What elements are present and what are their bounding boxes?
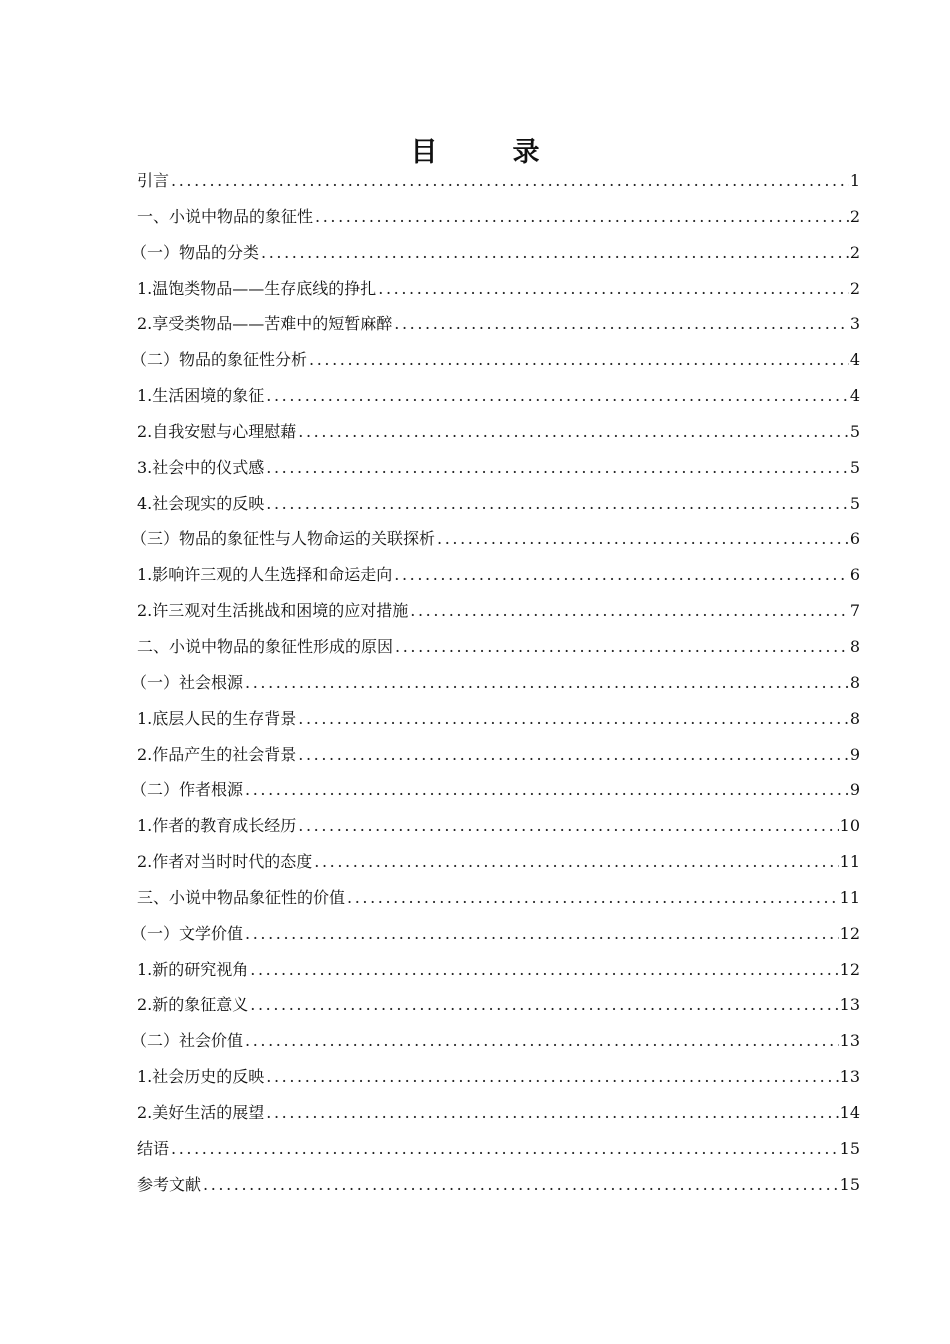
toc-entry[interactable] [137,199,860,235]
toc-entry-page-number: 8 [849,672,860,692]
toc-entry-label: （二）社会价值 [131,1031,244,1051]
toc-entry[interactable] [131,342,860,378]
toc-leader-dots [203,1167,839,1203]
toc-entry[interactable] [137,414,860,450]
toc-title: 目 录 [410,137,564,168]
toc-entry[interactable] [131,916,860,952]
toc-entry-page-number: 13 [839,1067,860,1087]
toc-entry[interactable] [137,593,860,629]
toc-entry-label: 2.美好生活的展望 [137,1102,265,1122]
toc-entry-label: 结语 [137,1138,170,1158]
toc-leader-dots [378,271,849,307]
toc-entry[interactable] [137,1059,860,1095]
toc-leader-dots [261,235,849,271]
toc-leader-dots [298,701,849,737]
toc-entry-page-number: 11 [839,852,860,872]
toc-entry-page-number: 3 [849,314,860,334]
toc-leader-dots [250,952,838,988]
toc-entry-label: （三）物品的象征性与人物命运的关联探析 [131,529,436,549]
toc-entry-page-number: 15 [839,1174,860,1194]
toc-entry-page-number: 6 [849,529,860,549]
toc-leader-dots [245,1023,839,1059]
toc-entry-page-number: 7 [849,601,860,621]
toc-entry[interactable] [137,844,860,880]
toc-entry[interactable] [137,557,860,593]
toc-entry-label: 1.影响许三观的人生选择和命运走向 [137,565,393,585]
toc-entry[interactable] [137,1167,860,1203]
toc-leader-dots [347,880,839,916]
toc-entry-label: （二）作者根源 [131,780,244,800]
toc-entry-label: （一）文学价值 [131,923,244,943]
toc-entry-page-number: 14 [839,1102,860,1122]
toc-entry-page-number: 12 [839,923,860,943]
toc-entry[interactable] [137,880,860,916]
toc-entry[interactable] [137,450,860,486]
toc-entry-label: 2.作品产生的社会背景 [137,744,297,764]
toc-leader-dots [395,629,849,665]
toc-entry[interactable] [131,772,860,808]
toc-leader-dots [245,772,849,808]
toc-entry[interactable] [131,521,860,557]
toc-leader-dots [171,163,849,199]
toc-entry[interactable] [137,486,860,522]
toc-entry-page-number: 5 [849,493,860,513]
toc-entry-label: （一）社会根源 [131,672,244,692]
toc-entry-label: （一）物品的分类 [131,242,260,262]
toc-entry-page-number: 10 [839,816,860,836]
toc-entry-page-number: 5 [849,457,860,477]
toc-entry-label: 2.作者对当时时代的态度 [137,852,313,872]
toc-entry[interactable] [137,952,860,988]
toc-entry-label: 引言 [137,171,170,190]
toc-entry-page-number: 12 [839,959,860,979]
toc-entry-label: 1.新的研究视角 [137,959,249,979]
toc-entry-label: 2.享受类物品——苦难中的短暂麻醉 [137,314,393,334]
toc-entry-page-number: 2 [849,206,860,226]
toc-entry-page-number: 13 [839,995,860,1015]
toc-entry-page-number: 6 [849,565,860,585]
toc-entry[interactable] [137,1131,860,1167]
toc-entry-page-number: 2 [849,242,860,262]
toc-entry-page-number: 1 [849,171,860,190]
toc-entry-page-number: 8 [849,708,860,728]
toc-entry-page-number: 4 [849,350,860,370]
toc-leader-dots [245,665,849,701]
toc-entry-label: 1.底层人民的生存背景 [137,708,297,728]
toc-leader-dots [309,342,849,378]
toc-entry[interactable] [137,306,860,342]
toc-leader-dots [266,486,849,522]
toc-entry-label: 1.温饱类物品——生存底线的挣扎 [137,278,377,298]
toc-leader-dots [394,306,849,342]
toc-leader-dots [250,987,838,1023]
toc-entry-page-number: 4 [849,386,860,406]
toc-entry-label: 三、小说中物品象征性的价值 [137,887,346,907]
toc-entry[interactable] [137,737,860,773]
toc-entry[interactable] [137,163,860,199]
table-of-contents [131,163,860,1202]
toc-leader-dots [266,1095,838,1131]
toc-entry-label: 参考文献 [137,1174,202,1194]
toc-leader-dots [314,844,838,880]
toc-entry-page-number: 11 [839,887,860,907]
toc-entry-label: 1.社会历史的反映 [137,1067,265,1087]
toc-entry-label: 二、小说中物品的象征性形成的原因 [137,636,394,656]
toc-entry-label: 1.作者的教育成长经历 [137,816,297,836]
toc-entry[interactable] [137,987,860,1023]
toc-entry-label: 2.自我安慰与心理慰藉 [137,421,297,441]
toc-entry[interactable] [137,271,860,307]
toc-entry-label: 2.许三观对生活挑战和困境的应对措施 [137,601,409,621]
toc-leader-dots [245,916,839,952]
toc-entry-label: 2.新的象征意义 [137,995,249,1015]
toc-leader-dots [437,521,849,557]
toc-leader-dots [266,1059,838,1095]
toc-entry[interactable] [131,665,860,701]
toc-entry-page-number: 9 [849,744,860,764]
toc-entry-page-number: 15 [839,1138,860,1158]
toc-leader-dots [298,737,849,773]
toc-leader-dots [315,199,849,235]
toc-entry-label: 一、小说中物品的象征性 [137,206,314,226]
toc-leader-dots [410,593,849,629]
toc-leader-dots [266,450,849,486]
toc-entry-label: 1.生活困境的象征 [137,386,265,406]
toc-leader-dots [298,808,838,844]
toc-entry-page-number: 5 [849,421,860,441]
toc-entry[interactable] [137,378,860,414]
toc-entry[interactable] [137,629,860,665]
toc-entry[interactable] [137,808,860,844]
toc-entry-label: （二）物品的象征性分析 [131,350,308,370]
toc-entry-page-number: 9 [849,780,860,800]
toc-entry[interactable] [131,235,860,271]
toc-leader-dots [394,557,849,593]
toc-entry[interactable] [137,701,860,737]
toc-leader-dots [298,414,849,450]
toc-entry-page-number: 2 [849,278,860,298]
toc-leader-dots [266,378,849,414]
toc-leader-dots [171,1131,839,1167]
toc-entry-label: 4.社会现实的反映 [137,493,265,513]
toc-entry-label: 3.社会中的仪式感 [137,457,265,477]
toc-entry-page-number: 8 [849,636,860,656]
toc-entry[interactable] [137,1095,860,1131]
toc-entry[interactable] [131,1023,860,1059]
toc-entry-page-number: 13 [839,1031,860,1051]
